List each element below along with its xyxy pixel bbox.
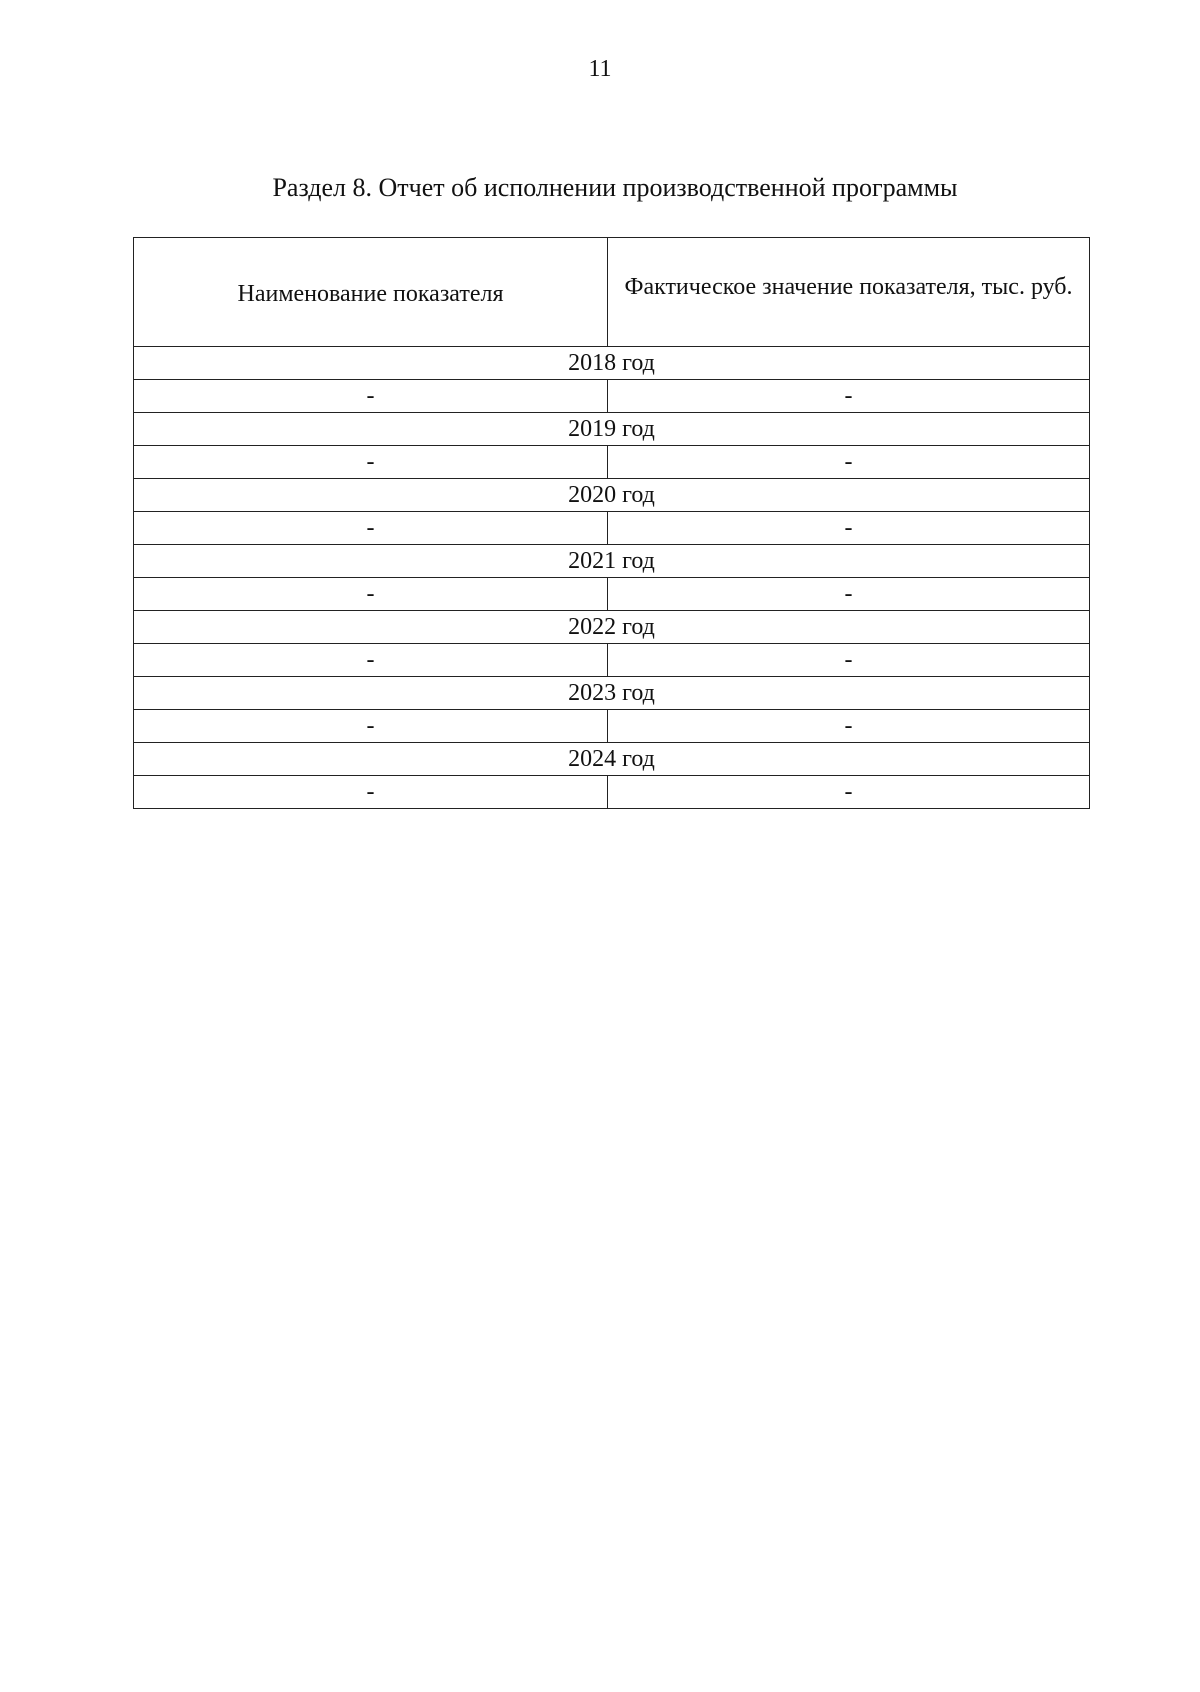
year-row bbox=[134, 347, 1090, 380]
table-row bbox=[134, 578, 1090, 611]
indicator-name-cell: - bbox=[134, 446, 608, 479]
year-row bbox=[134, 611, 1090, 644]
year-row bbox=[134, 743, 1090, 776]
table-header-row bbox=[134, 238, 1090, 347]
indicator-name-cell: - bbox=[134, 512, 608, 545]
indicator-name-cell: - bbox=[134, 776, 608, 809]
indicator-name-cell: - bbox=[134, 578, 608, 611]
actual-value-cell: - bbox=[608, 710, 1090, 743]
year-label: 2020 год bbox=[134, 479, 1090, 512]
year-row bbox=[134, 545, 1090, 578]
actual-value-cell: - bbox=[608, 380, 1090, 413]
year-label: 2019 год bbox=[134, 413, 1090, 446]
year-label: 2018 год bbox=[134, 347, 1090, 380]
actual-value-cell: - bbox=[608, 512, 1090, 545]
section-title: Раздел 8. Отчет об исполнении производственной программы bbox=[272, 173, 958, 202]
table-row bbox=[134, 512, 1090, 545]
year-label: 2021 год bbox=[134, 545, 1090, 578]
year-row bbox=[134, 479, 1090, 512]
indicator-name-cell: - bbox=[134, 710, 608, 743]
actual-value-cell: - bbox=[608, 644, 1090, 677]
year-label: 2022 год bbox=[134, 611, 1090, 644]
header-indicator-name: Наименование показателя bbox=[134, 238, 608, 347]
indicator-name-cell: - bbox=[134, 380, 608, 413]
page-number: 11 bbox=[588, 56, 612, 82]
year-label: 2024 год bbox=[134, 743, 1090, 776]
report-table bbox=[133, 237, 1090, 809]
table-row bbox=[134, 644, 1090, 677]
actual-value-cell: - bbox=[608, 446, 1090, 479]
indicator-name-cell: - bbox=[134, 644, 608, 677]
actual-value-cell: - bbox=[608, 578, 1090, 611]
year-row bbox=[134, 677, 1090, 710]
table-row bbox=[134, 446, 1090, 479]
actual-value-cell: - bbox=[608, 776, 1090, 809]
year-label: 2023 год bbox=[134, 677, 1090, 710]
table-row bbox=[134, 776, 1090, 809]
header-actual-value: Фактическое значение показателя, тыс. руб. bbox=[608, 238, 1090, 347]
year-row bbox=[134, 413, 1090, 446]
table-row bbox=[134, 380, 1090, 413]
table-row bbox=[134, 710, 1090, 743]
